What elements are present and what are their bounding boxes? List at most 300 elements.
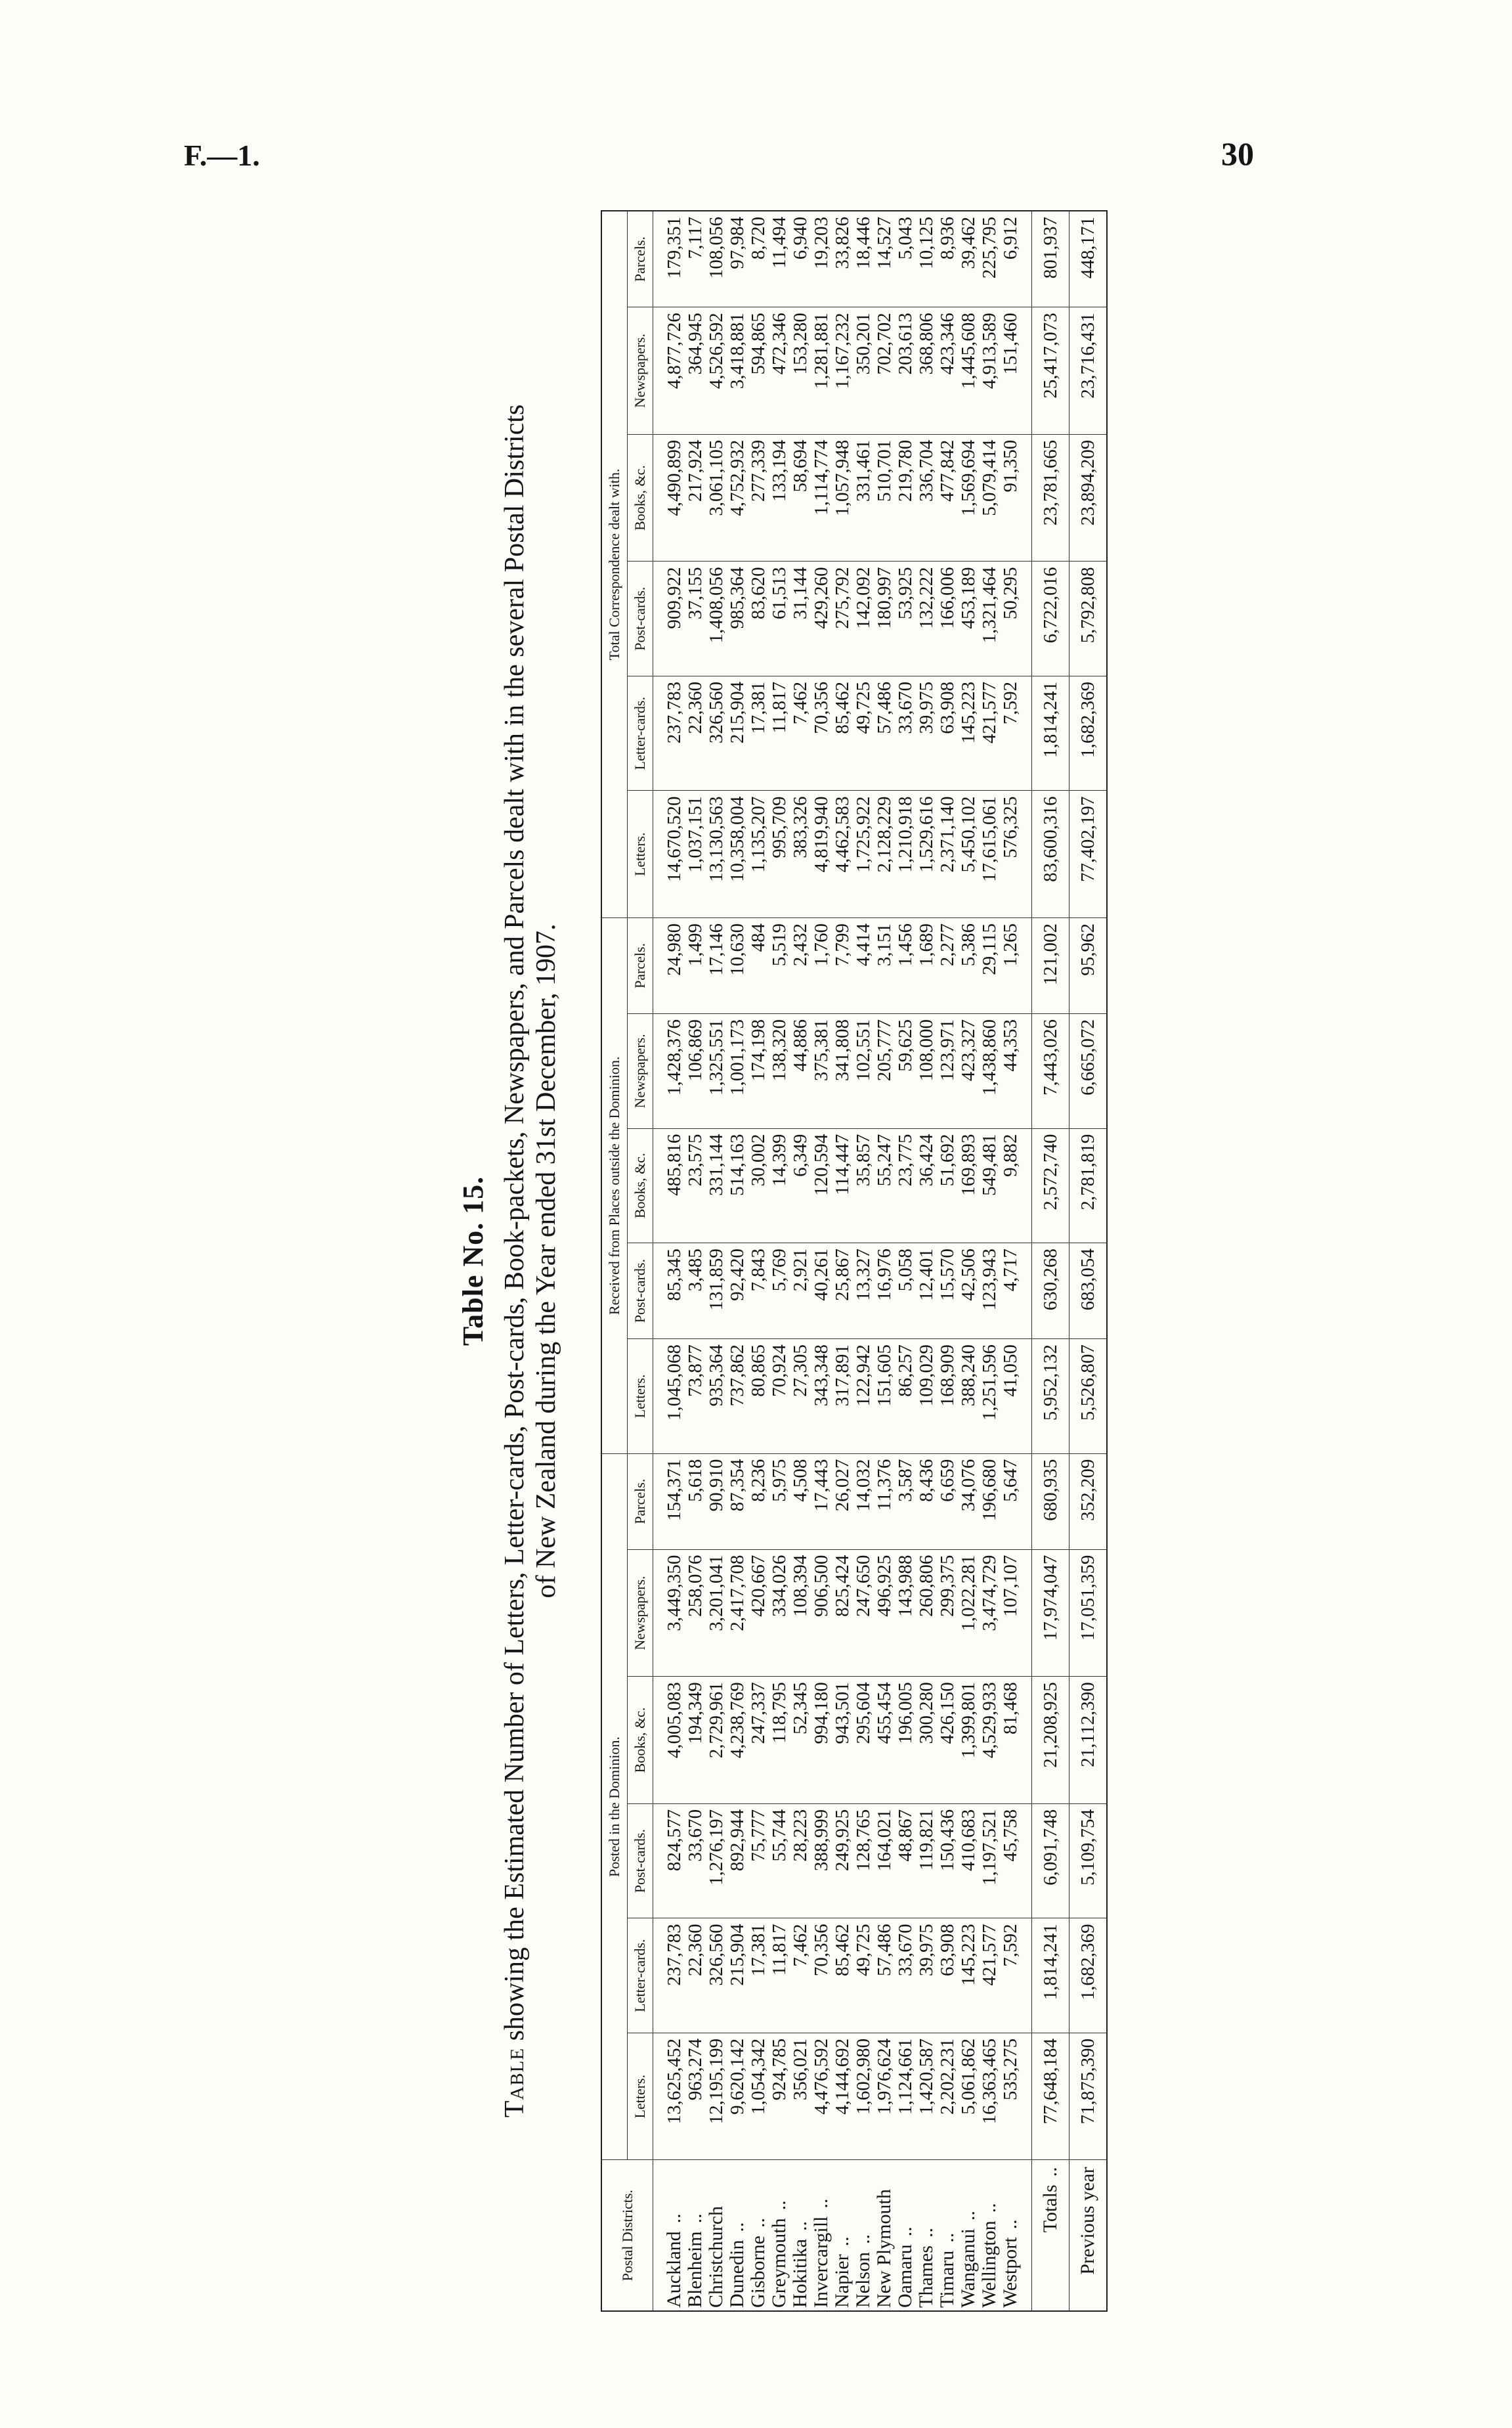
value-cell: 680,935 [1032,1453,1069,1549]
value-cell: 13,327 [853,1243,874,1339]
value-cell: 247,650 [853,1549,874,1677]
value-cell: 49,725 [853,676,874,791]
value-cell: 86,257 [895,1339,916,1454]
value-cell: 275,792 [832,562,853,676]
district-cell [1069,2160,1108,2311]
column-header: Post-cards. [628,562,653,676]
value-cell: 168,909 [937,1339,958,1454]
value-cell: 39,975 [916,1918,937,2033]
column-header: Books, &c. [628,434,653,562]
value-cell: 166,006 [937,562,958,676]
district-name: Wellington [978,2220,1000,2308]
value-cell: 41,050 [1000,1339,1032,1454]
value-cell: 331,461 [853,434,874,562]
value-cell: 477,842 [937,434,958,562]
value-cell: 30,002 [748,1128,769,1243]
table-row [979,211,1000,2311]
value-cell: 29,115 [979,918,1000,1014]
value-cell: 4,462,583 [832,791,853,918]
value-cell: 535,275 [1000,2033,1032,2160]
value-cell: 31,144 [790,562,811,676]
value-cell: 40,261 [811,1243,832,1339]
column-header: Letter-cards. [628,676,653,791]
value-cell: 11,494 [769,211,790,307]
value-cell: 423,346 [937,307,958,435]
value-cell: 8,436 [916,1453,937,1549]
value-cell: 388,240 [958,1339,979,1454]
value-cell: 16,976 [874,1243,895,1339]
rotated-table-page [456,210,1415,2312]
leader-dots: .. [747,2218,769,2228]
value-cell: 6,349 [790,1128,811,1243]
district-cell [790,2160,811,2311]
value-cell: 44,886 [790,1014,811,1129]
value-cell: 12,195,199 [706,2033,727,2160]
value-cell: 2,729,961 [706,1677,727,1804]
value-cell: 217,924 [685,434,706,562]
value-cell: 5,519 [769,918,790,1014]
value-cell: 388,999 [811,1803,832,1918]
value-cell: 33,826 [832,211,853,307]
value-cell: 109,029 [916,1339,937,1454]
value-cell: 7,117 [685,211,706,307]
value-cell: 2,202,231 [937,2033,958,2160]
value-cell: 63,908 [937,676,958,791]
value-cell: 249,925 [832,1803,853,1918]
value-cell: 120,594 [811,1128,832,1243]
value-cell: 10,630 [727,918,748,1014]
value-cell: 3,449,350 [653,1549,685,1677]
value-cell: 85,345 [653,1243,685,1339]
table-row [653,211,685,2311]
value-cell: 180,997 [874,562,895,676]
table-row [811,211,832,2311]
value-cell: 25,867 [832,1243,853,1339]
value-cell: 1,057,948 [832,434,853,562]
value-cell: 9,882 [1000,1128,1032,1243]
value-cell: 6,912 [1000,211,1032,307]
value-cell: 7,799 [832,918,853,1014]
value-cell: 906,500 [811,1549,832,1677]
value-cell: 421,577 [979,1918,1000,2033]
value-cell: 131,859 [706,1243,727,1339]
value-cell: 5,450,102 [958,791,979,918]
value-cell: 87,354 [727,1453,748,1549]
value-cell: 1,251,596 [979,1339,1000,1454]
header-received: Received from Places outside the Dominion. [601,918,628,1454]
value-cell: 1,037,151 [685,791,706,918]
value-cell: 334,026 [769,1549,790,1677]
table-row [685,211,706,2311]
value-cell: 909,922 [653,562,685,676]
value-cell: 150,436 [937,1803,958,1918]
value-cell: 108,394 [790,1549,811,1677]
value-cell: 576,325 [1000,791,1032,918]
value-cell: 824,577 [653,1803,685,1918]
value-cell: 132,222 [916,562,937,676]
value-cell: 5,061,862 [958,2033,979,2160]
district-cell [979,2160,1000,2311]
value-cell: 8,936 [937,211,958,307]
value-cell: 11,376 [874,1453,895,1549]
value-cell: 1,276,197 [706,1803,727,1918]
value-cell: 219,780 [895,434,916,562]
value-cell: 7,592 [1000,676,1032,791]
value-cell: 935,364 [706,1339,727,1454]
value-cell: 128,765 [853,1803,874,1918]
value-cell: 5,079,414 [979,434,1000,562]
value-cell: 4,005,083 [653,1677,685,1804]
value-cell: 51,692 [937,1128,958,1243]
district-name: Hokitika [789,2239,811,2308]
value-cell: 4,508 [790,1453,811,1549]
value-cell: 23,781,665 [1032,434,1069,562]
value-cell: 4,414 [853,918,874,1014]
value-cell: 24,980 [653,918,685,1014]
column-header: Parcels. [628,918,653,1014]
value-cell: 326,560 [706,1918,727,2033]
value-cell: 75,777 [748,1803,769,1918]
value-cell: 356,021 [790,2033,811,2160]
value-cell: 985,364 [727,562,748,676]
value-cell: 4,913,589 [979,307,1000,435]
district-name: Blenheim [684,2231,706,2308]
value-cell: 6,665,072 [1069,1014,1108,1129]
value-cell: 27,305 [790,1339,811,1454]
value-cell: 85,462 [832,1918,853,2033]
value-cell: 892,944 [727,1803,748,1918]
value-cell: 943,501 [832,1677,853,1804]
district-name: Invercargill [810,2216,832,2308]
header-posted: Posted in the Dominion. [601,1453,628,2160]
value-cell: 36,424 [916,1128,937,1243]
value-cell: 225,795 [979,211,1000,307]
value-cell: 151,460 [1000,307,1032,435]
value-cell: 4,752,932 [727,434,748,562]
value-cell: 3,474,729 [979,1549,1000,1677]
value-cell: 25,417,073 [1032,307,1069,435]
value-cell: 6,091,748 [1032,1803,1069,1918]
value-cell: 57,486 [874,676,895,791]
value-cell: 421,577 [979,676,1000,791]
table-body [653,211,1108,2311]
value-cell: 549,481 [979,1128,1000,1243]
value-cell: 1,408,056 [706,562,727,676]
value-cell: 383,326 [790,791,811,918]
value-cell: 91,350 [1000,434,1032,562]
value-cell: 420,667 [748,1549,769,1677]
value-cell: 108,056 [706,211,727,307]
value-cell: 1,428,376 [653,1014,685,1129]
value-cell: 23,894,209 [1069,434,1108,562]
table-row [853,211,874,2311]
value-cell: 336,704 [916,434,937,562]
value-cell: 106,869 [685,1014,706,1129]
district-name: Thames [915,2245,937,2308]
district-cell [653,2160,685,2311]
value-cell: 630,268 [1032,1243,1069,1339]
district-name: Westport [999,2237,1021,2308]
value-cell: 1,682,369 [1069,676,1108,791]
value-cell: 73,877 [685,1339,706,1454]
value-cell: 17,443 [811,1453,832,1549]
previous-year-row [1069,211,1108,2311]
value-cell: 7,462 [790,1918,811,2033]
value-cell: 39,975 [916,676,937,791]
value-cell: 205,777 [874,1014,895,1129]
value-cell: 48,867 [895,1803,916,1918]
totals-row [1032,211,1069,2311]
column-header: Post-cards. [628,1243,653,1339]
value-cell: 8,236 [748,1453,769,1549]
table-row [958,211,979,2311]
value-cell: 5,043 [895,211,916,307]
statistics-table [601,210,1108,2312]
value-cell: 341,808 [832,1014,853,1129]
value-cell: 5,792,808 [1069,562,1108,676]
value-cell: 4,529,933 [979,1677,1000,1804]
value-cell: 237,783 [653,1918,685,2033]
district-cell [853,2160,874,2311]
value-cell: 7,843 [748,1243,769,1339]
value-cell: 5,769 [769,1243,790,1339]
value-cell: 2,371,140 [937,791,958,918]
value-cell: 375,381 [811,1014,832,1129]
value-cell: 118,795 [769,1677,790,1804]
value-cell: 2,781,819 [1069,1128,1108,1243]
header-total: Total Correspondence dealt with. [601,211,628,918]
column-header: Newspapers. [628,307,653,435]
value-cell: 22,360 [685,676,706,791]
value-cell: 1,135,207 [748,791,769,918]
value-cell: 1,114,774 [811,434,832,562]
value-cell: 121,002 [1032,918,1069,1014]
value-cell: 107,107 [1000,1549,1032,1677]
value-cell: 169,893 [958,1128,979,1243]
value-cell: 70,356 [811,676,832,791]
value-cell: 368,806 [916,307,937,435]
value-cell: 33,670 [895,676,916,791]
value-cell: 154,371 [653,1453,685,1549]
value-cell: 92,420 [727,1243,748,1339]
value-cell: 1,725,922 [853,791,874,918]
value-cell: 1,265 [1000,918,1032,1014]
value-cell: 3,418,881 [727,307,748,435]
value-cell: 7,462 [790,676,811,791]
value-cell: 1,325,551 [706,1014,727,1129]
leader-dots: .. [810,2198,832,2209]
table-row [1000,211,1032,2311]
value-cell: 3,485 [685,1243,706,1339]
value-cell: 364,945 [685,307,706,435]
value-cell: 21,112,390 [1069,1677,1108,1804]
value-cell: 2,572,740 [1032,1128,1069,1243]
column-header: Letter-cards. [628,1918,653,2033]
value-cell: 61,513 [769,562,790,676]
value-cell: 448,171 [1069,211,1108,307]
column-header: Books, &c. [628,1128,653,1243]
table-row [937,211,958,2311]
value-cell: 484 [748,918,769,1014]
value-cell: 7,592 [1000,1918,1032,2033]
value-cell: 5,526,807 [1069,1339,1108,1454]
value-cell: 4,476,592 [811,2033,832,2160]
district-name: Previous year [1077,2167,1098,2275]
district-cell [769,2160,790,2311]
value-cell: 1,197,521 [979,1803,1000,1918]
value-cell: 80,865 [748,1339,769,1454]
value-cell: 11,817 [769,1918,790,2033]
value-cell: 23,716,431 [1069,307,1108,435]
value-cell: 142,092 [853,562,874,676]
value-cell: 2,417,708 [727,1549,748,1677]
value-cell: 108,000 [916,1014,937,1129]
value-cell: 55,744 [769,1803,790,1918]
value-cell: 174,198 [748,1014,769,1129]
value-cell: 410,683 [958,1803,979,1918]
value-cell: 114,447 [832,1128,853,1243]
value-cell: 17,615,061 [979,791,1000,918]
district-cell [727,2160,748,2311]
value-cell: 343,348 [811,1339,832,1454]
value-cell: 825,424 [832,1549,853,1677]
table-caption [499,210,562,2312]
value-cell: 49,725 [853,1918,874,2033]
column-header: Parcels. [628,211,653,307]
value-cell: 12,401 [916,1243,937,1339]
value-cell: 123,971 [937,1014,958,1129]
value-cell: 145,223 [958,1918,979,2033]
value-cell: 1,167,232 [832,307,853,435]
value-cell: 203,613 [895,307,916,435]
value-cell: 247,337 [748,1677,769,1804]
value-cell: 1,321,464 [979,562,1000,676]
value-cell: 58,694 [790,434,811,562]
district-name: Dunedin [726,2240,748,2308]
value-cell: 151,605 [874,1339,895,1454]
page-reference: F.—1. [184,139,260,172]
value-cell: 4,526,592 [706,307,727,435]
value-cell: 1,022,281 [958,1549,979,1677]
district-name: Nelson [852,2252,874,2308]
leader-dots: .. [894,2226,916,2237]
column-header: Parcels. [628,1453,653,1549]
value-cell: 44,353 [1000,1014,1032,1129]
value-cell: 510,701 [874,434,895,562]
leader-dots: .. [1039,2167,1061,2177]
value-cell: 924,785 [769,2033,790,2160]
value-cell: 17,146 [706,918,727,1014]
district-name: Christchurch [705,2206,727,2308]
value-cell: 1,281,881 [811,307,832,435]
value-cell: 57,486 [874,1918,895,2033]
column-header: Post-cards. [628,1803,653,1918]
value-cell: 77,402,197 [1069,791,1108,918]
value-cell: 15,570 [937,1243,958,1339]
district-name: Napier [831,2254,853,2308]
value-cell: 1,602,980 [853,2033,874,2160]
value-cell: 4,490,899 [653,434,685,562]
value-cell: 299,375 [937,1549,958,1677]
table-number: Table No. 15. [457,1176,489,1346]
value-cell: 55,247 [874,1128,895,1243]
value-cell: 326,560 [706,676,727,791]
table-row [832,211,853,2311]
value-cell: 801,937 [1032,211,1069,307]
caption-lead: Table [500,2047,530,2118]
value-cell: 17,381 [748,1918,769,2033]
value-cell: 1,420,587 [916,2033,937,2160]
value-cell: 18,446 [853,211,874,307]
value-cell: 423,327 [958,1014,979,1129]
value-cell: 1,124,661 [895,2033,916,2160]
leader-dots: .. [663,2213,685,2224]
value-cell: 23,775 [895,1128,916,1243]
value-cell: 3,201,041 [706,1549,727,1677]
value-cell: 1,399,801 [958,1677,979,1804]
table-row [916,211,937,2311]
value-cell: 85,462 [832,676,853,791]
district-name: Auckland [663,2231,685,2308]
value-cell: 50,295 [1000,562,1032,676]
value-cell: 4,877,726 [653,307,685,435]
value-cell: 1,456 [895,918,916,1014]
value-cell: 23,575 [685,1128,706,1243]
value-cell: 2,277 [937,918,958,1014]
value-cell: 4,819,940 [811,791,832,918]
value-cell: 83,620 [748,562,769,676]
district-name: Oamaru [894,2244,916,2308]
value-cell: 1,054,342 [748,2033,769,2160]
district-cell [958,2160,979,2311]
value-cell: 683,054 [1069,1243,1108,1339]
value-cell: 77,648,184 [1032,2033,1069,2160]
leader-dots: .. [684,2213,706,2224]
district-name: Timaru [936,2250,958,2308]
value-cell: 5,386 [958,918,979,1014]
column-header: Newspapers. [628,1549,653,1677]
district-cell [916,2160,937,2311]
value-cell: 472,346 [769,307,790,435]
value-cell: 496,925 [874,1549,895,1677]
value-cell: 260,806 [916,1549,937,1677]
column-header: Letters. [628,2033,653,2160]
value-cell: 14,527 [874,211,895,307]
table-row [748,211,769,2311]
value-cell: 37,155 [685,562,706,676]
header-postal-districts: Postal Districts. [601,2160,653,2311]
district-cell [937,2160,958,2311]
page-number: 30 [1221,135,1254,172]
value-cell: 514,163 [727,1128,748,1243]
value-cell: 6,722,016 [1032,562,1069,676]
value-cell: 995,709 [769,791,790,918]
district-cell [895,2160,916,2311]
value-cell: 7,443,026 [1032,1014,1069,1129]
value-cell: 8,720 [748,211,769,307]
value-cell: 17,381 [748,676,769,791]
leader-dots: .. [957,2211,979,2221]
value-cell: 179,351 [653,211,685,307]
value-cell: 42,506 [958,1243,979,1339]
value-cell: 39,462 [958,211,979,307]
district-cell [1000,2160,1032,2311]
value-cell: 95,962 [1069,918,1108,1014]
value-cell: 14,399 [769,1128,790,1243]
value-cell: 13,625,452 [653,2033,685,2160]
value-cell: 153,280 [790,307,811,435]
leader-dots: .. [936,2232,958,2243]
